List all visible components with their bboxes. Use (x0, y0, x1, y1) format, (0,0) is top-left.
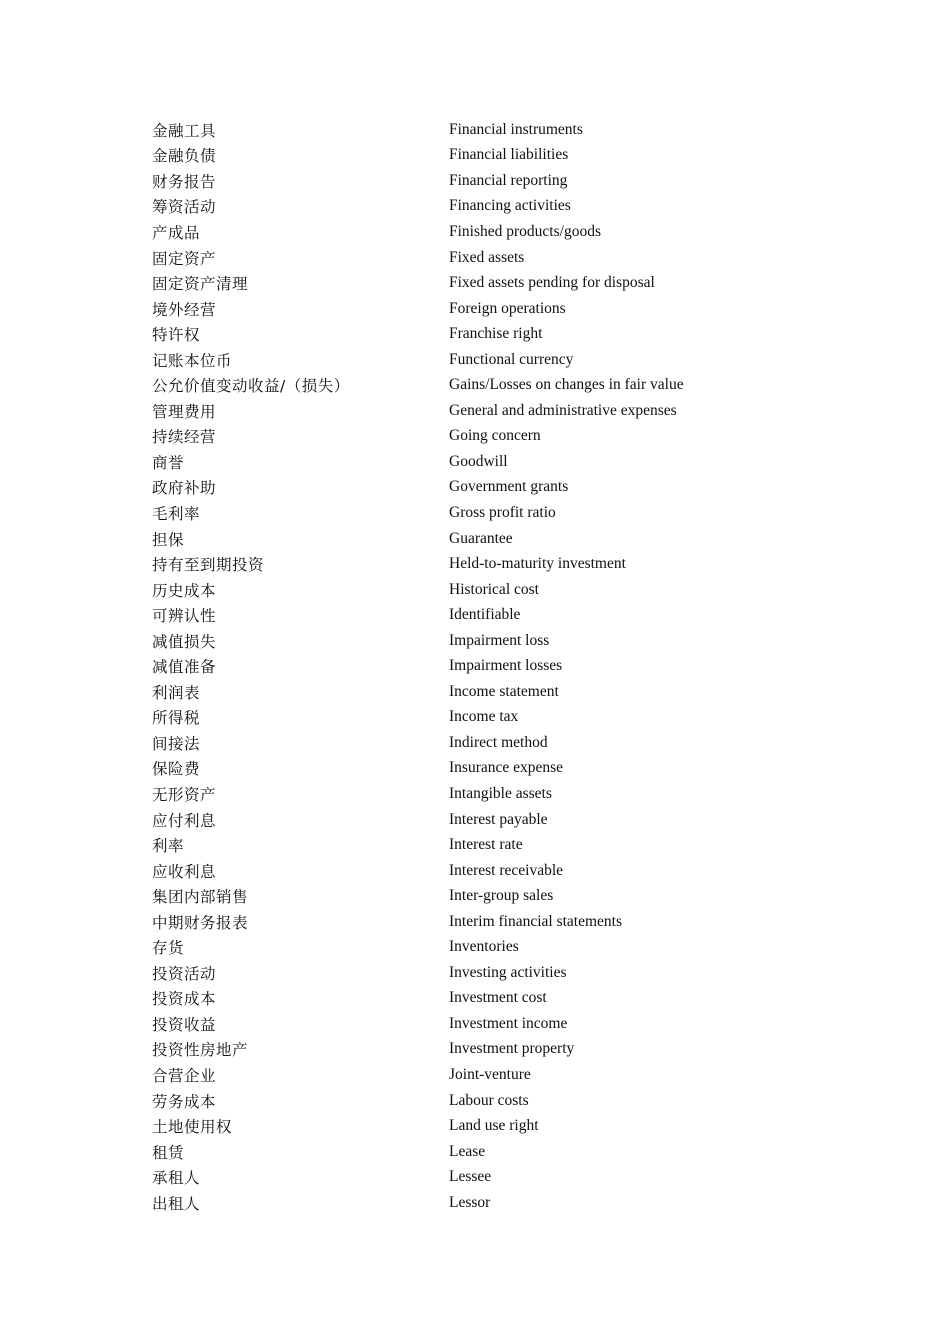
english-term: Insurance expense (449, 759, 564, 777)
glossary-row (152, 807, 752, 833)
english-term: Investment property (449, 1040, 575, 1058)
chinese-term: 无形资产 (152, 785, 217, 804)
glossary-row (152, 372, 752, 398)
chinese-term: 合营企业 (152, 1067, 217, 1085)
glossary-row (152, 832, 752, 858)
glossary-row (152, 1164, 752, 1190)
chinese-term: 历史成本 (152, 581, 217, 600)
glossary-row (152, 1190, 752, 1216)
chinese-term: 减值准备 (152, 658, 217, 677)
glossary-row (152, 245, 752, 271)
chinese-term: 政府补助 (152, 479, 217, 498)
glossary-row (152, 475, 752, 501)
glossary-row (152, 1062, 752, 1088)
english-term: Joint-venture (449, 1066, 531, 1083)
chinese-term: 投资收益 (152, 1015, 217, 1034)
chinese-term: 持有至到期投资 (152, 556, 265, 575)
chinese-term: 特许权 (152, 326, 201, 345)
glossary-row (152, 1113, 752, 1139)
english-term: Finished products/goods (449, 222, 601, 240)
glossary-row (152, 398, 752, 424)
english-term: Identifiable (449, 606, 521, 624)
glossary-row (152, 296, 752, 322)
chinese-term: 存货 (152, 939, 185, 958)
chinese-term: 金融负债 (152, 147, 217, 166)
english-term: Held-to-maturity investment (449, 555, 626, 573)
glossary-row (152, 730, 752, 756)
glossary-row (152, 1139, 752, 1165)
english-term: Inventories (449, 938, 519, 956)
glossary-row (152, 883, 752, 909)
chinese-term: 出租人 (152, 1194, 201, 1213)
chinese-term: 公允价值变动收益/（损失） (152, 377, 350, 396)
english-term: Fixed assets (449, 248, 525, 266)
glossary-row (152, 526, 752, 552)
glossary-row (152, 705, 752, 731)
chinese-term: 商誉 (152, 453, 185, 472)
chinese-term: 承租人 (152, 1169, 201, 1188)
chinese-term: 应收利息 (152, 862, 217, 881)
chinese-term: 境外经营 (152, 300, 217, 319)
english-term: Functional currency (449, 350, 574, 368)
chinese-term: 可辨认性 (152, 607, 217, 626)
glossary-row (152, 194, 752, 220)
chinese-term: 担保 (152, 530, 185, 549)
glossary-row (152, 577, 752, 603)
glossary-row (152, 986, 752, 1012)
chinese-term: 劳务成本 (152, 1092, 217, 1111)
english-term: Income tax (449, 708, 519, 726)
glossary-row (152, 424, 752, 450)
chinese-term: 管理费用 (152, 402, 217, 421)
glossary-row (152, 1088, 752, 1114)
english-term: Lease (449, 1142, 486, 1160)
chinese-term: 投资成本 (152, 990, 217, 1009)
english-term: Labour costs (449, 1091, 529, 1109)
chinese-term: 财务报告 (152, 172, 217, 191)
english-term: Impairment loss (449, 631, 550, 649)
english-term: Lessor (449, 1193, 491, 1211)
chinese-term: 投资性房地产 (152, 1041, 249, 1060)
glossary-row (152, 270, 752, 296)
english-term: Going concern (449, 427, 541, 445)
english-term: Investing activities (449, 963, 567, 981)
english-term: Guarantee (449, 529, 513, 547)
english-term: Government grants (449, 478, 569, 496)
english-term: Historical cost (449, 580, 539, 598)
chinese-term: 利率 (152, 837, 185, 856)
english-term: Investment cost (449, 989, 547, 1007)
english-term: Intangible assets (449, 784, 552, 802)
english-term: Goodwill (449, 452, 508, 470)
glossary-row (152, 500, 752, 526)
chinese-term: 中期财务报表 (152, 913, 249, 932)
english-term: Income statement (449, 682, 559, 700)
chinese-term: 产成品 (152, 223, 201, 242)
chinese-term: 投资活动 (152, 964, 217, 983)
chinese-term: 土地使用权 (152, 1118, 233, 1137)
chinese-term: 固定资产清理 (152, 275, 249, 294)
chinese-term: 毛利率 (152, 504, 201, 523)
glossary-row (152, 321, 752, 347)
glossary-row (152, 347, 752, 373)
glossary-row (152, 551, 752, 577)
english-term: Interest payable (449, 810, 548, 828)
english-term: Interest rate (449, 836, 523, 854)
glossary-list (152, 117, 752, 1216)
glossary-row (152, 602, 752, 628)
glossary-row (152, 1011, 752, 1037)
english-term: Inter-group sales (449, 887, 554, 905)
chinese-term: 间接法 (152, 734, 201, 753)
glossary-row (152, 653, 752, 679)
chinese-term: 金融工具 (152, 121, 217, 140)
english-term: Interest receivable (449, 861, 564, 879)
glossary-row (152, 117, 752, 143)
english-term: Gains/Losses on changes in fair value (449, 376, 684, 394)
english-term: General and administrative expenses (449, 401, 677, 419)
english-term: Land use right (449, 1117, 539, 1135)
english-term: Financial instruments (449, 120, 583, 138)
glossary-row (152, 909, 752, 935)
glossary-row (152, 679, 752, 705)
english-term: Gross profit ratio (449, 503, 556, 521)
glossary-row (152, 935, 752, 961)
chinese-term: 固定资产 (152, 249, 217, 268)
chinese-term: 应付利息 (152, 811, 217, 830)
glossary-row (152, 756, 752, 782)
glossary-row (152, 449, 752, 475)
english-term: Impairment losses (449, 657, 563, 675)
english-term: Interim financial statements (449, 912, 623, 930)
english-term: Lessee (449, 1168, 492, 1186)
glossary-row (152, 858, 752, 884)
chinese-term: 持续经营 (152, 428, 217, 447)
chinese-term: 集团内部销售 (152, 888, 249, 907)
chinese-term: 租赁 (152, 1143, 185, 1162)
english-term: Financial liabilities (449, 146, 569, 164)
chinese-term: 所得税 (152, 709, 201, 728)
english-term: Foreign operations (449, 299, 566, 317)
english-term: Investment income (449, 1014, 568, 1032)
chinese-term: 筹资活动 (152, 198, 217, 217)
glossary-row (152, 219, 752, 245)
glossary-row (152, 1037, 752, 1063)
english-term: Financing activities (449, 197, 571, 215)
chinese-term: 保险费 (152, 760, 201, 779)
chinese-term: 利润表 (152, 683, 201, 702)
glossary-row (152, 960, 752, 986)
chinese-term: 记账本位币 (152, 351, 233, 370)
glossary-row (152, 781, 752, 807)
english-term: Financial reporting (449, 171, 568, 189)
english-term: Franchise right (449, 325, 543, 343)
english-term: Indirect method (449, 733, 548, 751)
chinese-term: 减值损失 (152, 632, 217, 651)
english-term: Fixed assets pending for disposal (449, 274, 655, 292)
glossary-row (152, 168, 752, 194)
glossary-row (152, 628, 752, 654)
glossary-row (152, 143, 752, 169)
